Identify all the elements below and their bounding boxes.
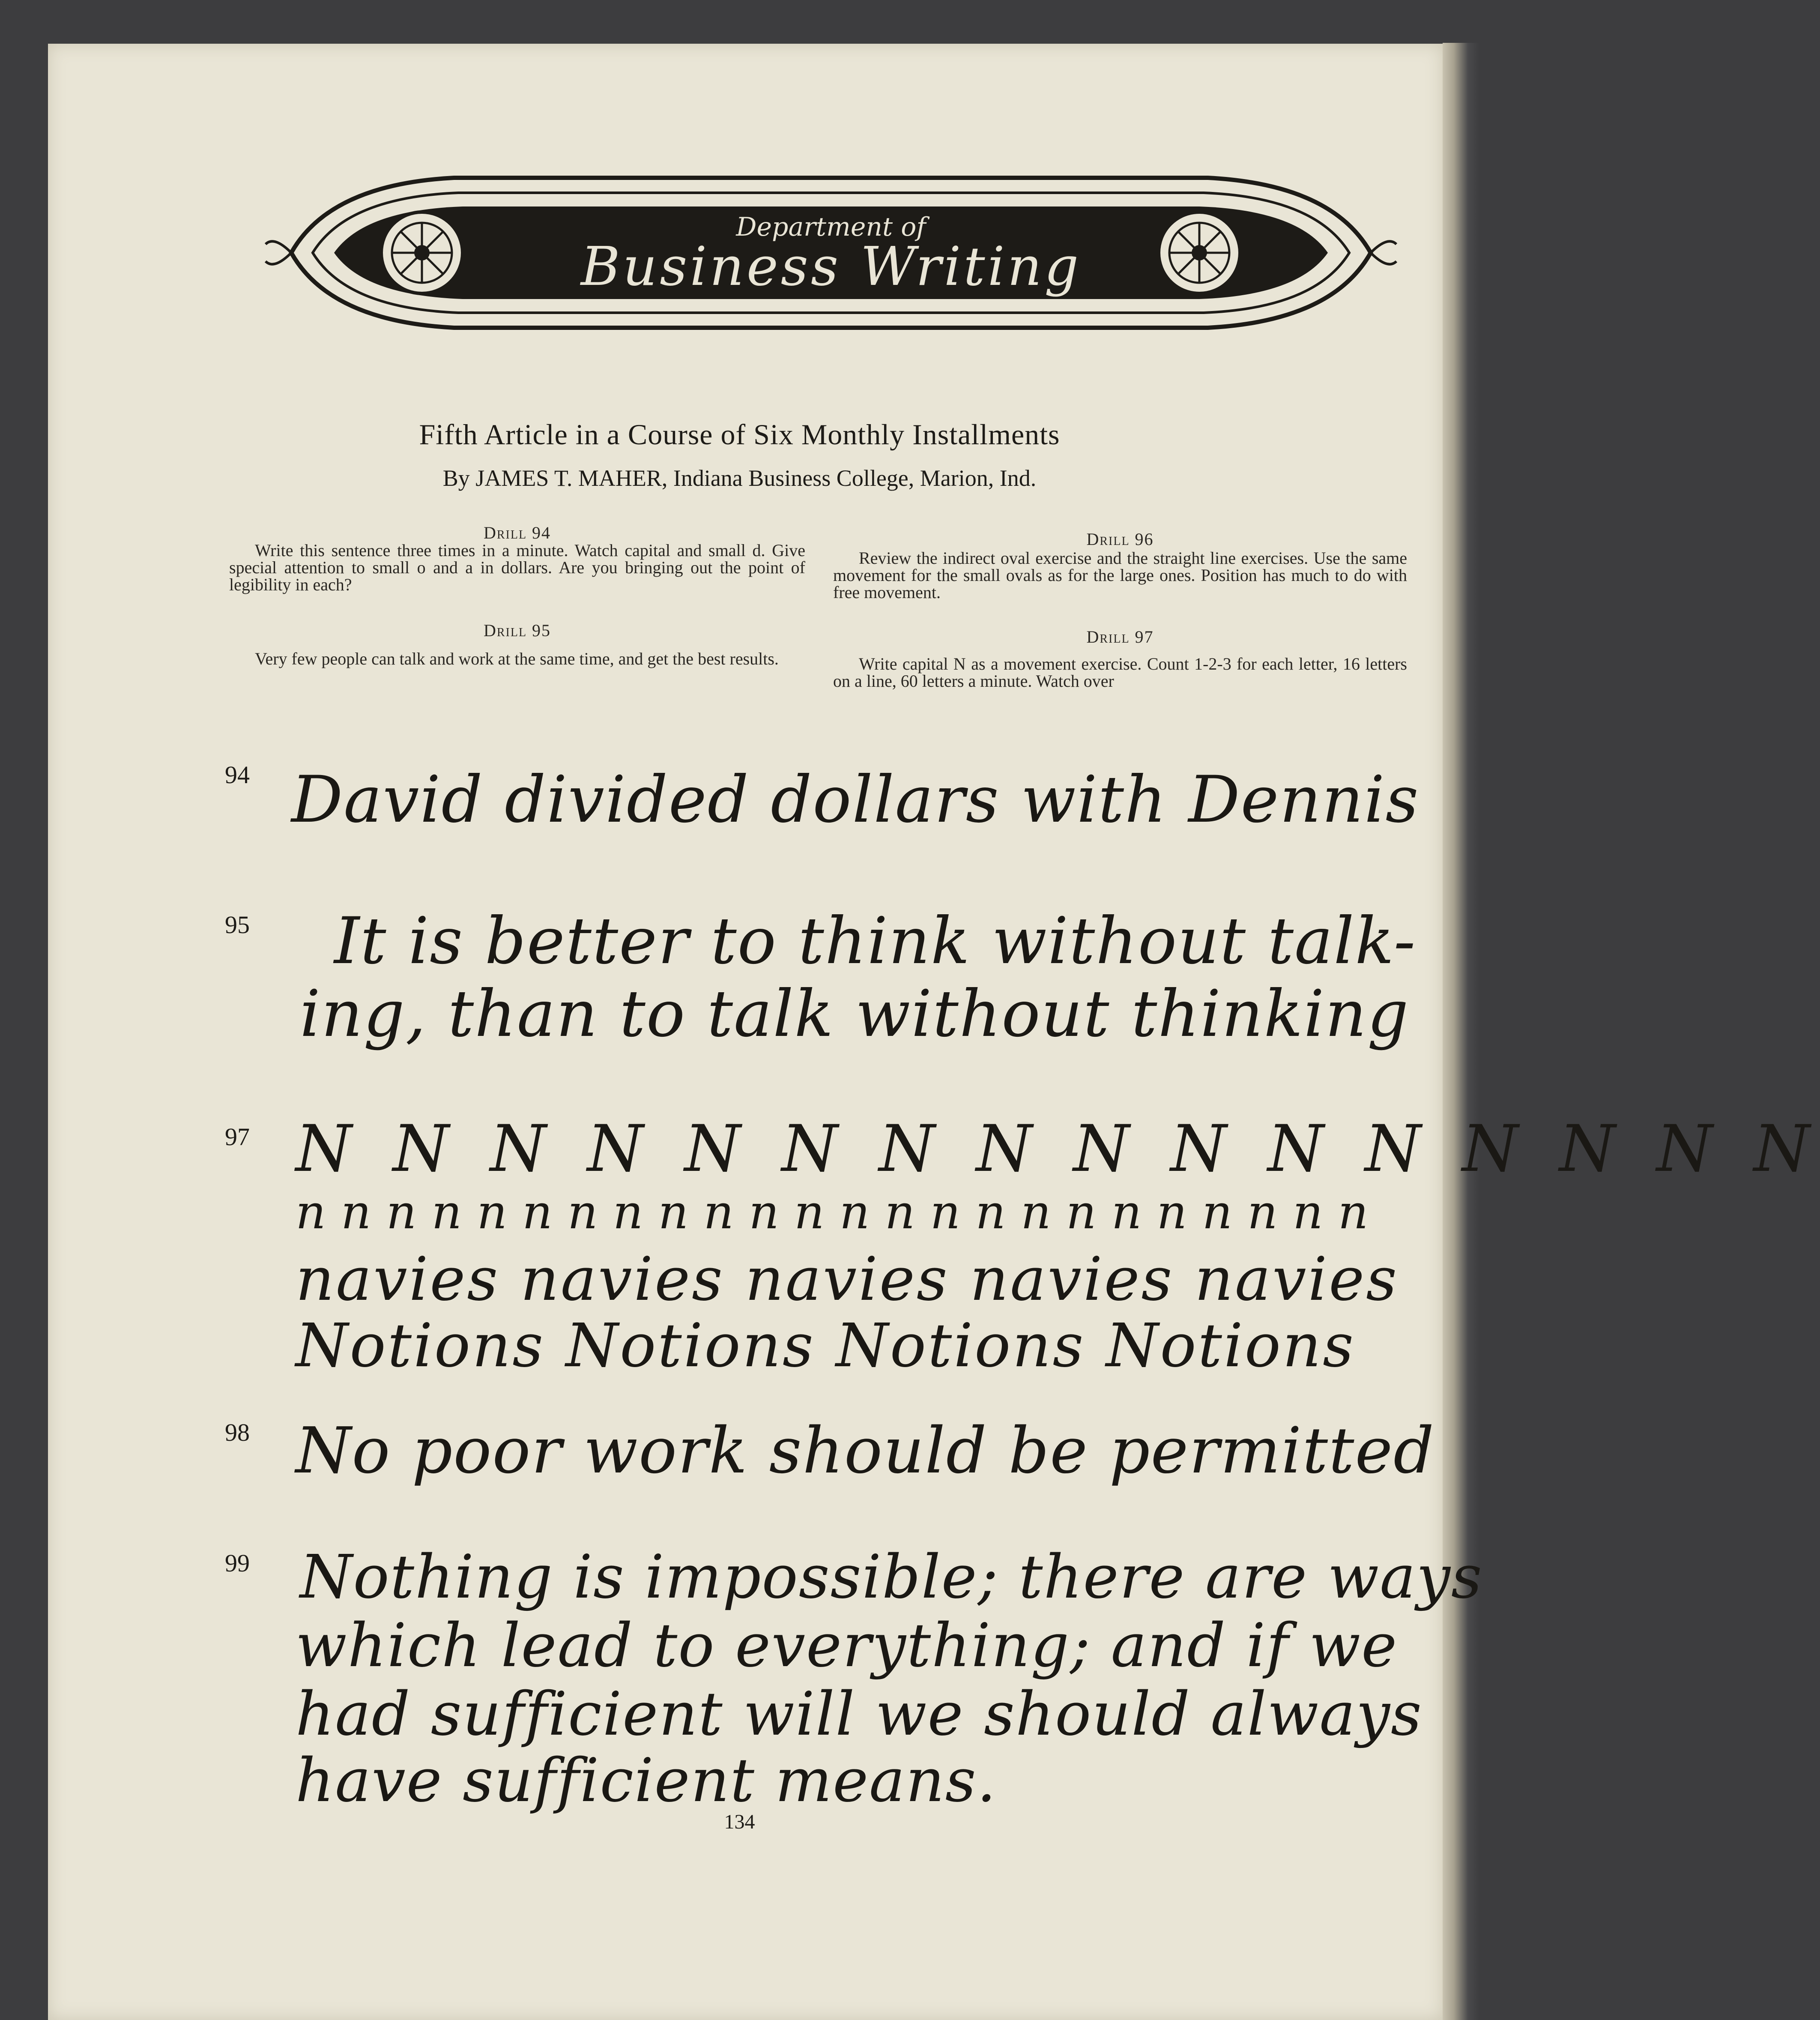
article-byline: By JAMES T. MAHER, Indiana Business College, Marion, Ind. [442, 465, 1037, 491]
specimen-97-line-2: n n n n n n n n n n n n n n n n n n n n n n n n [296, 1185, 1369, 1239]
drill-94-text: Write this sentence three times in a minute. Watch capital and small d. Give special attention to small o and a in dollars. Are you bringing out the point of legibility in each? [229, 541, 805, 594]
specimen-97-line-4: Notions Notions Notions Notions [296, 1311, 1355, 1381]
drill-97-text: Write capital N as a movement exercise. Count 1-2-3 for each letter, 16 letters on a line, 60 letters a minute. Watch over [833, 654, 1407, 691]
specimen-95-line-2: ing, than to talk without thinking [300, 977, 1410, 1051]
specimen-99-line-4: have sufficient means. [296, 1746, 997, 1816]
specimen-98-line-1: No poor work should be permitted [296, 1414, 1435, 1487]
rosette-left-icon [381, 212, 463, 293]
banner-line1: Department of [736, 212, 926, 242]
drill-97-heading: Drill 97 [1086, 627, 1154, 646]
article-title: Fifth Article in a Course of Six Monthly Installments [419, 418, 1060, 451]
banner-line2: Business Writing [580, 236, 1082, 298]
drill-95-text: Very few people can talk and work at the same time, and get the best results. [255, 649, 779, 668]
department-banner [274, 159, 1388, 356]
page-number: 134 [724, 1811, 755, 1833]
specimen-95-line-1: It is better to think without talk- [334, 904, 1417, 979]
specimen-98-number: 98 [225, 1418, 250, 1446]
drill-95-heading: Drill 95 [483, 621, 551, 640]
drill-96-text: Review the indirect oval exercise and the straight line exercises. Use the same movement for the small ovals as for the large ones. Position has much to do with free movement. [833, 548, 1407, 602]
specimen-97-line-1: N N N N N N N N N N N N N N N N [296, 1112, 1820, 1186]
specimen-94-line-1: David divided dollars with Dennis [291, 763, 1420, 837]
specimen-99-line-2: which lead to everything; and if we [296, 1611, 1398, 1681]
specimen-99-number: 99 [225, 1549, 250, 1577]
specimen-97-line-3: navies navies navies navies navies [296, 1245, 1399, 1314]
specimen-99-line-1: Nothing is impossible; there are ways [300, 1542, 1483, 1612]
rosette-right-icon [1159, 212, 1240, 293]
specimen-94-number: 94 [225, 761, 250, 789]
specimen-99-line-3: had sufficient will we should always [296, 1679, 1423, 1749]
drill-96-heading: Drill 96 [1086, 530, 1154, 549]
specimen-95-number: 95 [225, 911, 250, 939]
page-edge [1443, 43, 1479, 2020]
drill-94-heading: Drill 94 [483, 523, 551, 542]
specimen-97-number: 97 [225, 1123, 250, 1151]
